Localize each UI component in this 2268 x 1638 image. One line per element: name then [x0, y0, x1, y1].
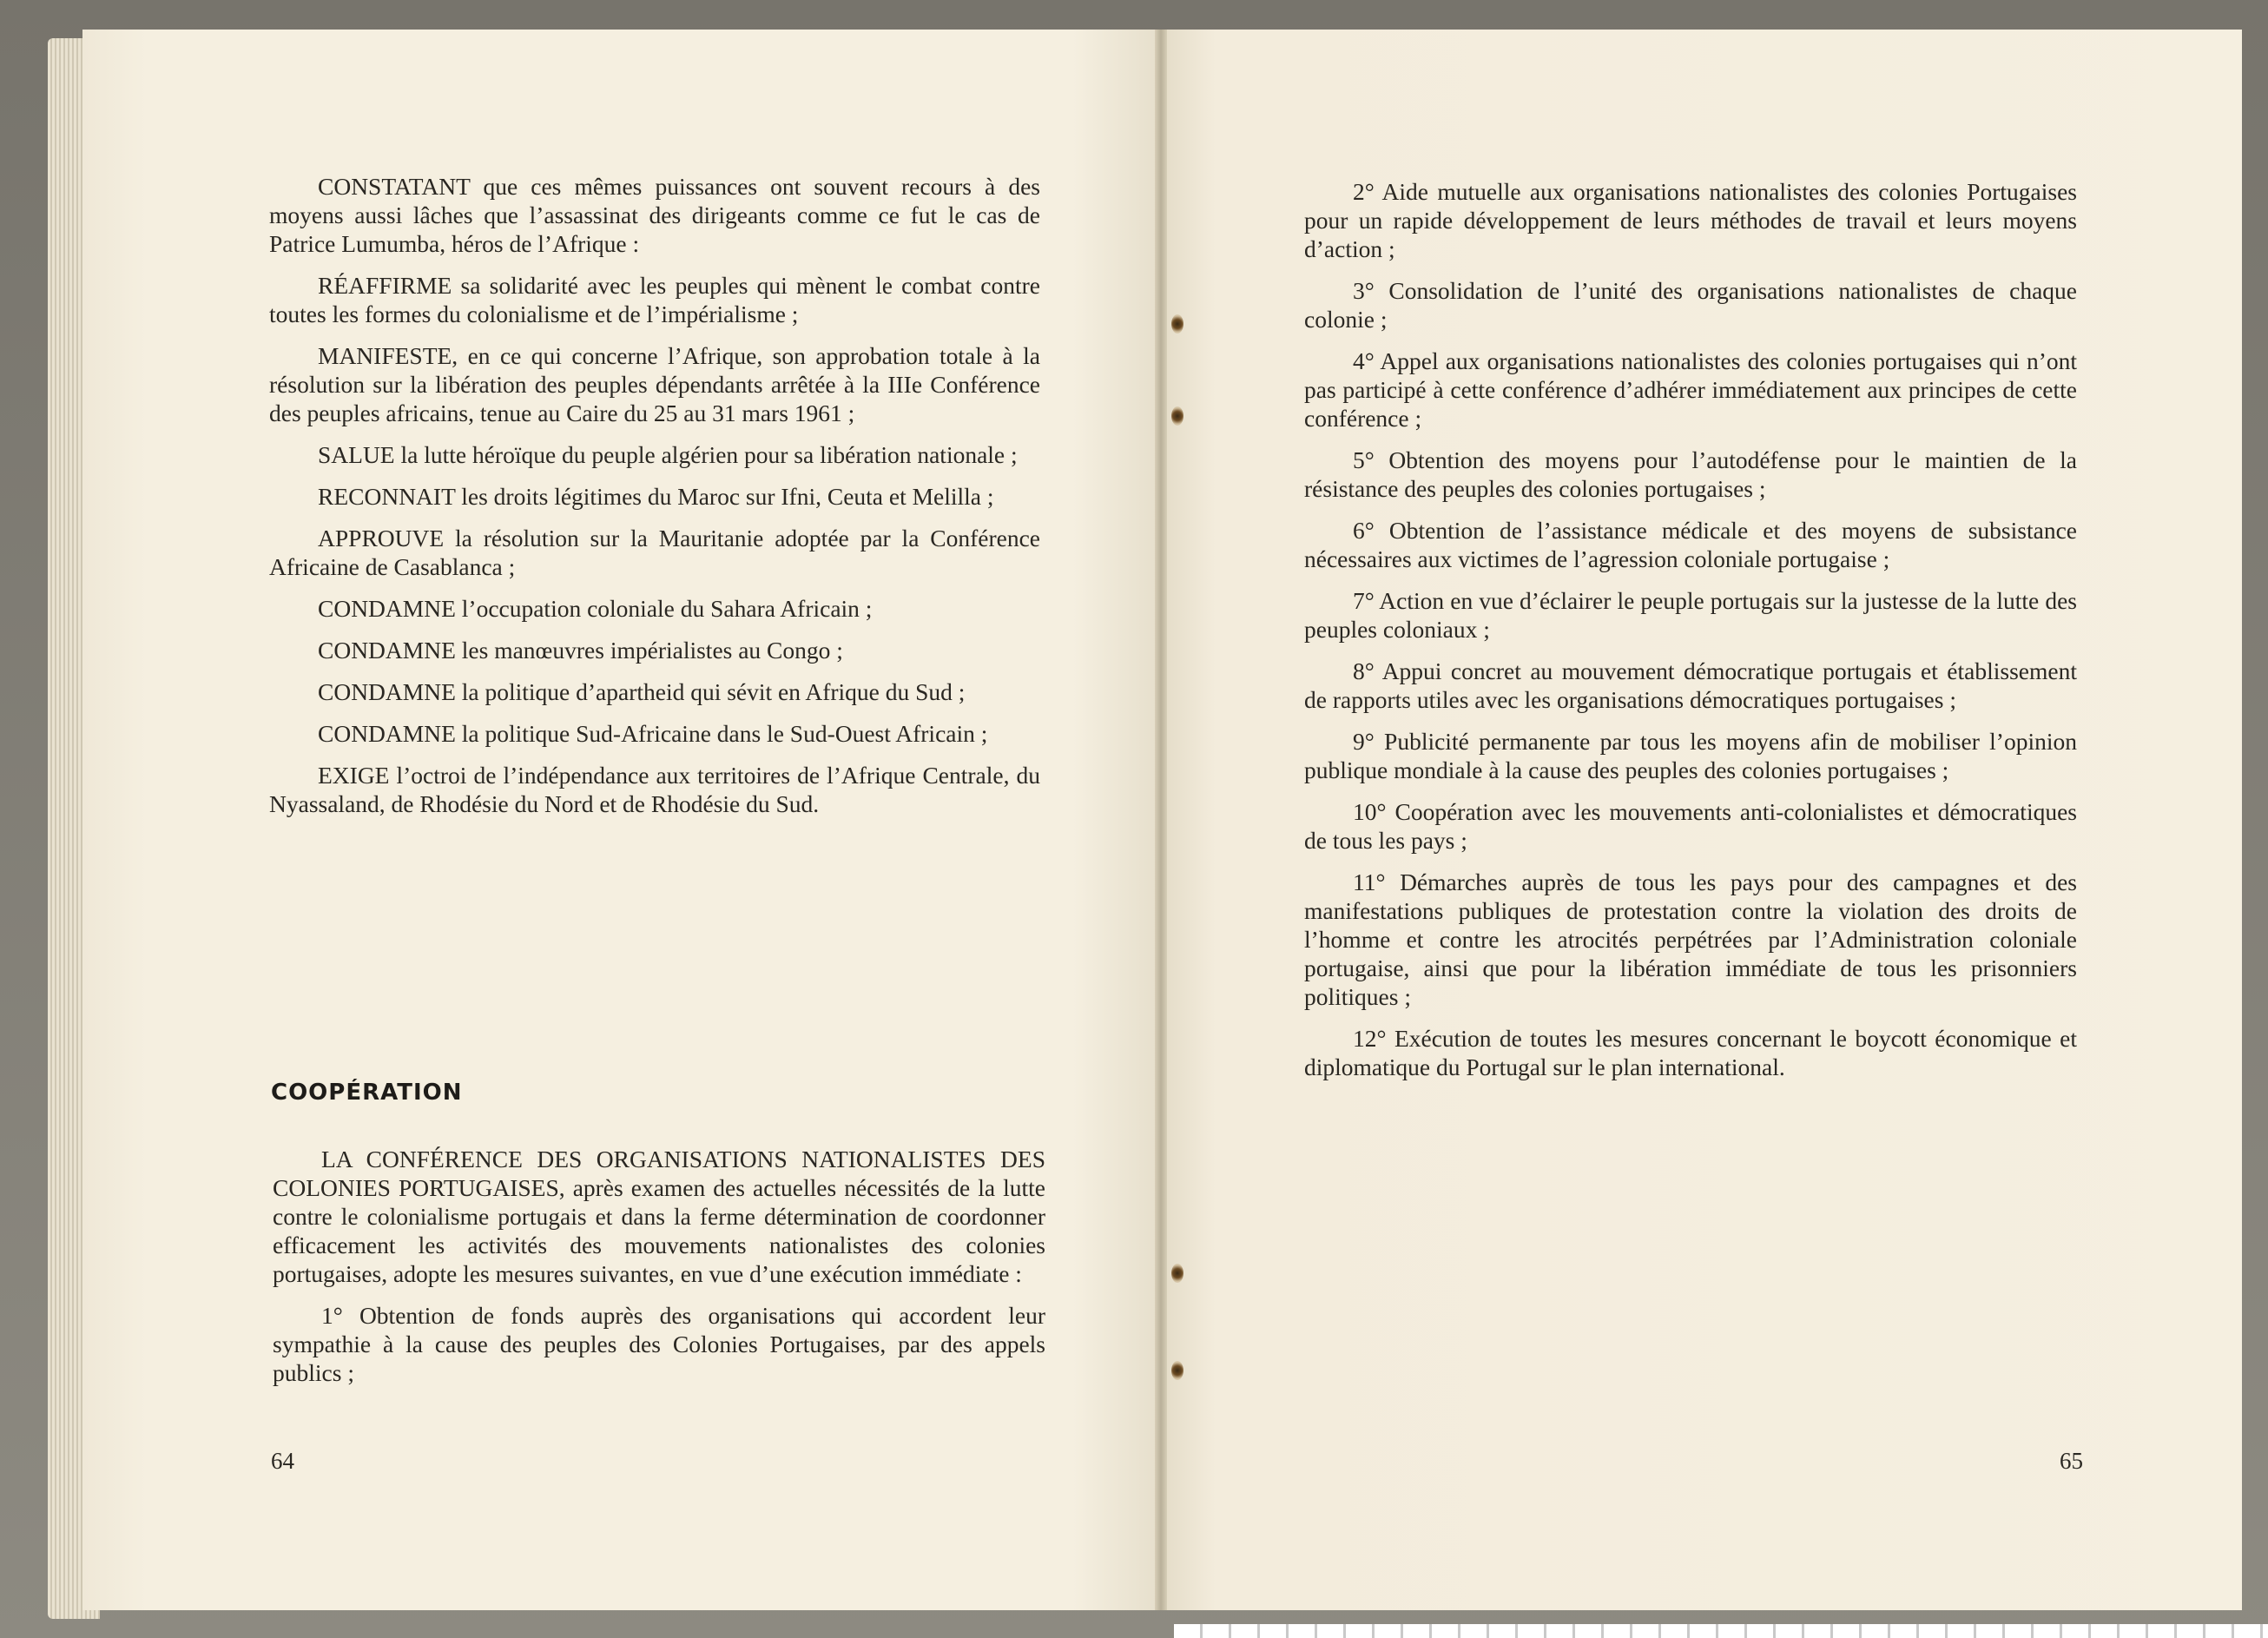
binding-hole	[1171, 406, 1183, 426]
binding-hole	[1171, 1361, 1183, 1380]
paragraph: 3° Consolidation de l’unité des organisations nationalistes de chaque colonie ;	[1304, 277, 2077, 333]
paragraph: 8° Appui concret au mouvement démocratique portugais et établissement de rapports utiles avec les organisations démocratiques portugaises ;	[1304, 657, 2077, 713]
paragraph: 2° Aide mutuelle aux organisations nationalistes des colonies Portugaises pour un rapide développement de leurs méthodes de travail et leurs moyens d’action ;	[1304, 178, 2077, 262]
paragraph: 1° Obtention de fonds auprès des organisations qui accordent leur sympathie à la cause des peuples des Colonies Portugaises, par des appels publics ;	[273, 1302, 1045, 1386]
paragraph: RÉAFFIRME sa solidarité avec les peuples qui mènent le combat contre toutes les formes du colonialisme et de l’impérialisme ;	[269, 272, 1040, 327]
paragraph: CONDAMNE les manœuvres impérialistes au Congo ;	[318, 637, 843, 664]
paragraph: 9° Publicité permanente par tous les moyens afin de mobiliser l’opinion publique mondiale à la cause des peuples des colonies portugaises ;	[1304, 728, 2077, 783]
paragraph: 7° Action en vue d’éclairer le peuple portugais sur la justesse de la lutte des peuples coloniaux ;	[1304, 587, 2077, 643]
paragraph: CONDAMNE l’occupation coloniale du Sahara Africain ;	[318, 595, 873, 622]
paragraph: CONSTATANT que ces mêmes puissances ont souvent recours à des moyens aussi lâches que l’assassinat des dirigeants comme ce fut le cas de Patrice Lumumba, héros de l’Afrique :	[269, 173, 1040, 257]
book-gutter	[1155, 30, 1167, 1610]
page-number-right: 65	[2060, 1448, 2083, 1474]
paragraph: RECONNAIT les droits légitimes du Maroc sur Ifni, Ceuta et Melilla ;	[318, 483, 994, 510]
right-column-text	[1304, 177, 2077, 1094]
paragraph: 6° Obtention de l’assistance médicale et des moyens de subsistance nécessaires aux victimes de l’agression coloniale portugaise ;	[1304, 517, 2077, 572]
paragraph: APPROUVE la résolution sur la Mauritanie adoptée par la Conférence Africaine de Casablanca ;	[269, 525, 1040, 580]
paragraph: 10° Coopération avec les mouvements anti-colonialistes et démocratiques de tous les pays ;	[1304, 798, 2077, 854]
paragraph: EXIGE l’octroi de l’indépendance aux territoires de l’Afrique Centrale, du Nyassaland, de Rhodésie du Nord et de Rhodésie du Sud.	[269, 762, 1040, 817]
page-number-left: 64	[271, 1448, 294, 1474]
paragraph: 4° Appel aux organisations nationalistes des colonies portugaises qui n’ont pas participé à cette conférence d’adhérer immédiatement aux principes de cette conférence ;	[1304, 347, 2077, 432]
scan-ruler	[1174, 1624, 2268, 1638]
section-heading: COOPÉRATION	[271, 1080, 463, 1106]
cooperation-text	[273, 1145, 1045, 1400]
binding-hole	[1171, 1264, 1183, 1283]
paragraph: CONDAMNE la politique Sud-Africaine dans le Sud-Ouest Africain ;	[318, 720, 988, 747]
binding-hole	[1171, 314, 1183, 334]
paragraph: 12° Exécution de toutes les mesures concernant le boycott économique et diplomatique du Portugal sur le plan international.	[1304, 1025, 2077, 1080]
paragraph: CONDAMNE la politique d’apartheid qui sévit en Afrique du Sud ;	[318, 678, 966, 705]
paragraph: 11° Démarches auprès de tous les pays pour des campagnes et des manifestations publiques de protestation contre la violation des droits de l’homme et contre les atrocités perpétrées par l’Administration coloniale portugaise, ainsi que pour la libération immédiate de tous les prisonniers politiques ;	[1304, 869, 2077, 1010]
paragraph: SALUE la lutte héroïque du peuple algérien pour sa libération nationale ;	[318, 441, 1018, 468]
paragraph: MANIFESTE, en ce qui concerne l’Afrique, son approbation totale à la résolution sur la libération des peuples dépendants arrêtée à la IIIe Conférence des peuples africains, tenue au Caire du 25 au 31 mars 1961 ;	[269, 342, 1040, 426]
paragraph: 5° Obtention des moyens pour l’autodéfense pour le maintien de la résistance des peuples des colonies portugaises ;	[1304, 446, 2077, 502]
left-column-text	[269, 172, 1040, 831]
paragraph: LA CONFÉRENCE DES ORGANISATIONS NATIONALISTES DES COLONIES PORTUGAISES, après examen des actuelles nécessités de la lutte contre le colonialisme portugais et dans la ferme détermination de coordonner efficacement les activités des mouvements nationalistes des colonies portugaises, adopte les mesures suivantes, en vue d’une exécution immédiate :	[273, 1146, 1045, 1287]
